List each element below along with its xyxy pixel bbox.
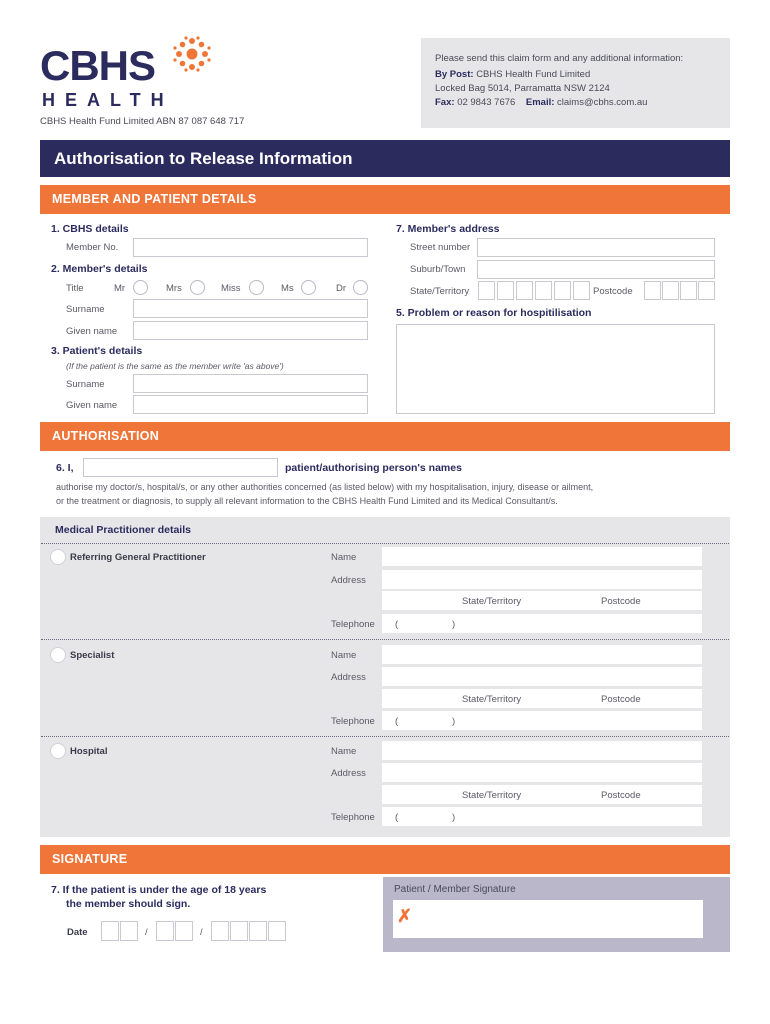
problem-textarea[interactable]	[396, 324, 715, 414]
authorisation-text-2: or the treatment or diagnosis, to supply all relevant information to the CBHS Health Fund Limited and its Medical Consultant/s.	[56, 496, 558, 506]
member-postcode-box[interactable]	[662, 281, 679, 300]
member-state-label: State/Territory	[410, 286, 470, 297]
fax-value: 02 9843 7676	[457, 97, 516, 108]
page-title: Authorisation to Release Information	[54, 149, 353, 168]
practitioner-heading: Medical Practitioner details	[55, 524, 191, 536]
hospital-label: Hospital	[70, 746, 108, 757]
hospital-telephone-label: Telephone	[331, 812, 375, 823]
specialist-telephone-field[interactable]	[382, 711, 702, 730]
authorisation-text-1: authorise my doctor/s, hospital/s, or any other authorities concerned (as listed below) with my hospitalisation, injury, disease or ailment,	[56, 482, 594, 492]
gp-radio[interactable]	[50, 549, 66, 565]
title-miss-label: Miss	[221, 283, 241, 294]
hospital-address-line2-field[interactable]	[382, 785, 702, 804]
suburb-town-field[interactable]	[477, 260, 715, 279]
gp-telephone-label: Telephone	[331, 619, 375, 630]
member-state-box[interactable]	[554, 281, 571, 300]
members-details-label: 2. Member's details	[51, 263, 148, 275]
suburb-town-label: Suburb/Town	[410, 264, 466, 275]
gp-telephone-field[interactable]	[382, 614, 702, 633]
signature-field[interactable]	[393, 900, 703, 938]
specialist-name-field[interactable]	[382, 645, 702, 664]
gp-postcode-label: Postcode	[601, 596, 641, 607]
title-mrs-radio[interactable]	[190, 280, 205, 295]
specialist-label: Specialist	[70, 650, 115, 661]
specialist-telephone-label: Telephone	[331, 716, 375, 727]
under18-line1: 7. If the patient is under the age of 18 years	[51, 884, 267, 896]
street-number-field[interactable]	[477, 238, 715, 257]
hospital-postcode-label: Postcode	[601, 790, 641, 801]
authorising-name-field[interactable]	[83, 458, 278, 477]
signature-cross-icon: ✗	[397, 906, 413, 926]
six-i-label: 6. I,	[56, 462, 74, 474]
gp-label: Referring General Practitioner	[70, 552, 206, 563]
title-mrs-label: Mrs	[166, 283, 182, 294]
date-slash: /	[200, 927, 203, 938]
hospital-name-label: Name	[331, 746, 357, 757]
paren-open: (	[395, 812, 399, 823]
cbhs-details-label: 1. CBHS details	[51, 223, 129, 235]
title-bar	[40, 140, 730, 177]
gp-address-label: Address	[331, 575, 366, 586]
date-month-box[interactable]	[175, 921, 193, 941]
specialist-postcode-label: Postcode	[601, 694, 641, 705]
title-miss-radio[interactable]	[249, 280, 264, 295]
member-state-box[interactable]	[573, 281, 590, 300]
street-number-label: Street number	[410, 242, 471, 253]
patient-note: (If the patient is the same as the member write 'as above')	[66, 361, 284, 371]
title-dr-label: Dr	[336, 283, 347, 294]
patients-details-label: 3. Patient's details	[51, 345, 143, 357]
patient-given-name-field[interactable]	[133, 395, 368, 414]
date-day-box[interactable]	[120, 921, 138, 941]
hospital-radio[interactable]	[50, 743, 66, 759]
title-label: Title	[66, 283, 84, 294]
hospital-name-field[interactable]	[382, 741, 702, 760]
authorisation-heading: AUTHORISATION	[40, 422, 730, 451]
member-given-name-label: Given name	[66, 326, 118, 337]
gp-name-label: Name	[331, 552, 357, 563]
specialist-address-line2-field[interactable]	[382, 689, 702, 708]
members-address-label: 7. Member's address	[396, 223, 500, 235]
hospital-telephone-field[interactable]	[382, 807, 702, 826]
signature-label: Patient / Member Signature	[394, 884, 516, 895]
date-year-box[interactable]	[249, 921, 267, 941]
member-postcode-box[interactable]	[644, 281, 661, 300]
patient-surname-field[interactable]	[133, 374, 368, 393]
title-dr-radio[interactable]	[353, 280, 368, 295]
email-value: claims@cbhs.com.au	[557, 97, 648, 108]
specialist-radio[interactable]	[50, 647, 66, 663]
date-label: Date	[67, 927, 88, 938]
member-surname-field[interactable]	[133, 299, 368, 318]
gp-address-field[interactable]	[382, 570, 702, 589]
title-ms-label: Ms	[281, 283, 294, 294]
title-mr-radio[interactable]	[133, 280, 148, 295]
member-state-box[interactable]	[516, 281, 533, 300]
specialist-address-field[interactable]	[382, 667, 702, 686]
specialist-state-label: State/Territory	[462, 694, 522, 705]
member-postcode-label: Postcode	[593, 286, 633, 297]
fax-label: Fax:	[435, 97, 455, 108]
member-state-box[interactable]	[535, 281, 552, 300]
specialist-address-label: Address	[331, 672, 366, 683]
paren-close: )	[452, 716, 456, 727]
member-state-box[interactable]	[497, 281, 514, 300]
divider	[41, 639, 729, 640]
specialist-name-label: Name	[331, 650, 357, 661]
member-postcode-box[interactable]	[680, 281, 697, 300]
problem-label: 5. Problem or reason for hospitilisation	[396, 307, 592, 319]
post-line2: Locked Bag 5014, Parramatta NSW 2124	[435, 83, 610, 94]
date-month-box[interactable]	[156, 921, 174, 941]
title-mr-label: Mr	[114, 283, 126, 294]
abn-line: CBHS Health Fund Limited ABN 87 087 648 717	[40, 116, 245, 127]
email-label: Email:	[525, 97, 555, 108]
post-line1: CBHS Health Fund Limited	[476, 69, 591, 80]
send-info-panel	[421, 38, 730, 128]
member-surname-label: Surname	[66, 304, 105, 315]
post-label: By Post:	[435, 69, 474, 80]
sun-icon	[170, 36, 214, 72]
date-year-box[interactable]	[230, 921, 248, 941]
send-intro: Please send this claim form and any additional information:	[435, 53, 684, 64]
paren-open: (	[395, 619, 399, 630]
hospital-address-label: Address	[331, 768, 366, 779]
member-postcode-box[interactable]	[698, 281, 715, 300]
signature-heading: SIGNATURE	[40, 845, 730, 874]
date-year-box[interactable]	[268, 921, 286, 941]
under18-line2: the member should sign.	[66, 898, 191, 910]
logo-text: CBHS	[40, 42, 156, 89]
date-day-box[interactable]	[101, 921, 119, 941]
title-ms-radio[interactable]	[301, 280, 316, 295]
hospital-state-label: State/Territory	[462, 790, 522, 801]
signature-panel	[383, 877, 730, 952]
member-no-label: Member No.	[66, 242, 119, 253]
paren-open: (	[395, 716, 399, 727]
gp-name-field[interactable]	[382, 547, 702, 566]
divider	[41, 543, 729, 544]
paren-close: )	[452, 619, 456, 630]
member-section-heading: MEMBER AND PATIENT DETAILS	[40, 185, 730, 214]
date-year-box[interactable]	[211, 921, 229, 941]
authorising-names-label: patient/authorising person's names	[285, 462, 462, 474]
gp-state-label: State/Territory	[462, 596, 522, 607]
gp-address-line2-field[interactable]	[382, 591, 702, 610]
date-slash: /	[145, 927, 148, 938]
patient-given-name-label: Given name	[66, 400, 118, 411]
hospital-address-field[interactable]	[382, 763, 702, 782]
logo-sub: HEALTH	[42, 90, 174, 110]
paren-close: )	[452, 812, 456, 823]
divider	[41, 736, 729, 737]
member-state-box[interactable]	[478, 281, 495, 300]
member-given-name-field[interactable]	[133, 321, 368, 340]
patient-surname-label: Surname	[66, 379, 105, 390]
logo	[40, 44, 220, 114]
member-no-field[interactable]	[133, 238, 368, 257]
